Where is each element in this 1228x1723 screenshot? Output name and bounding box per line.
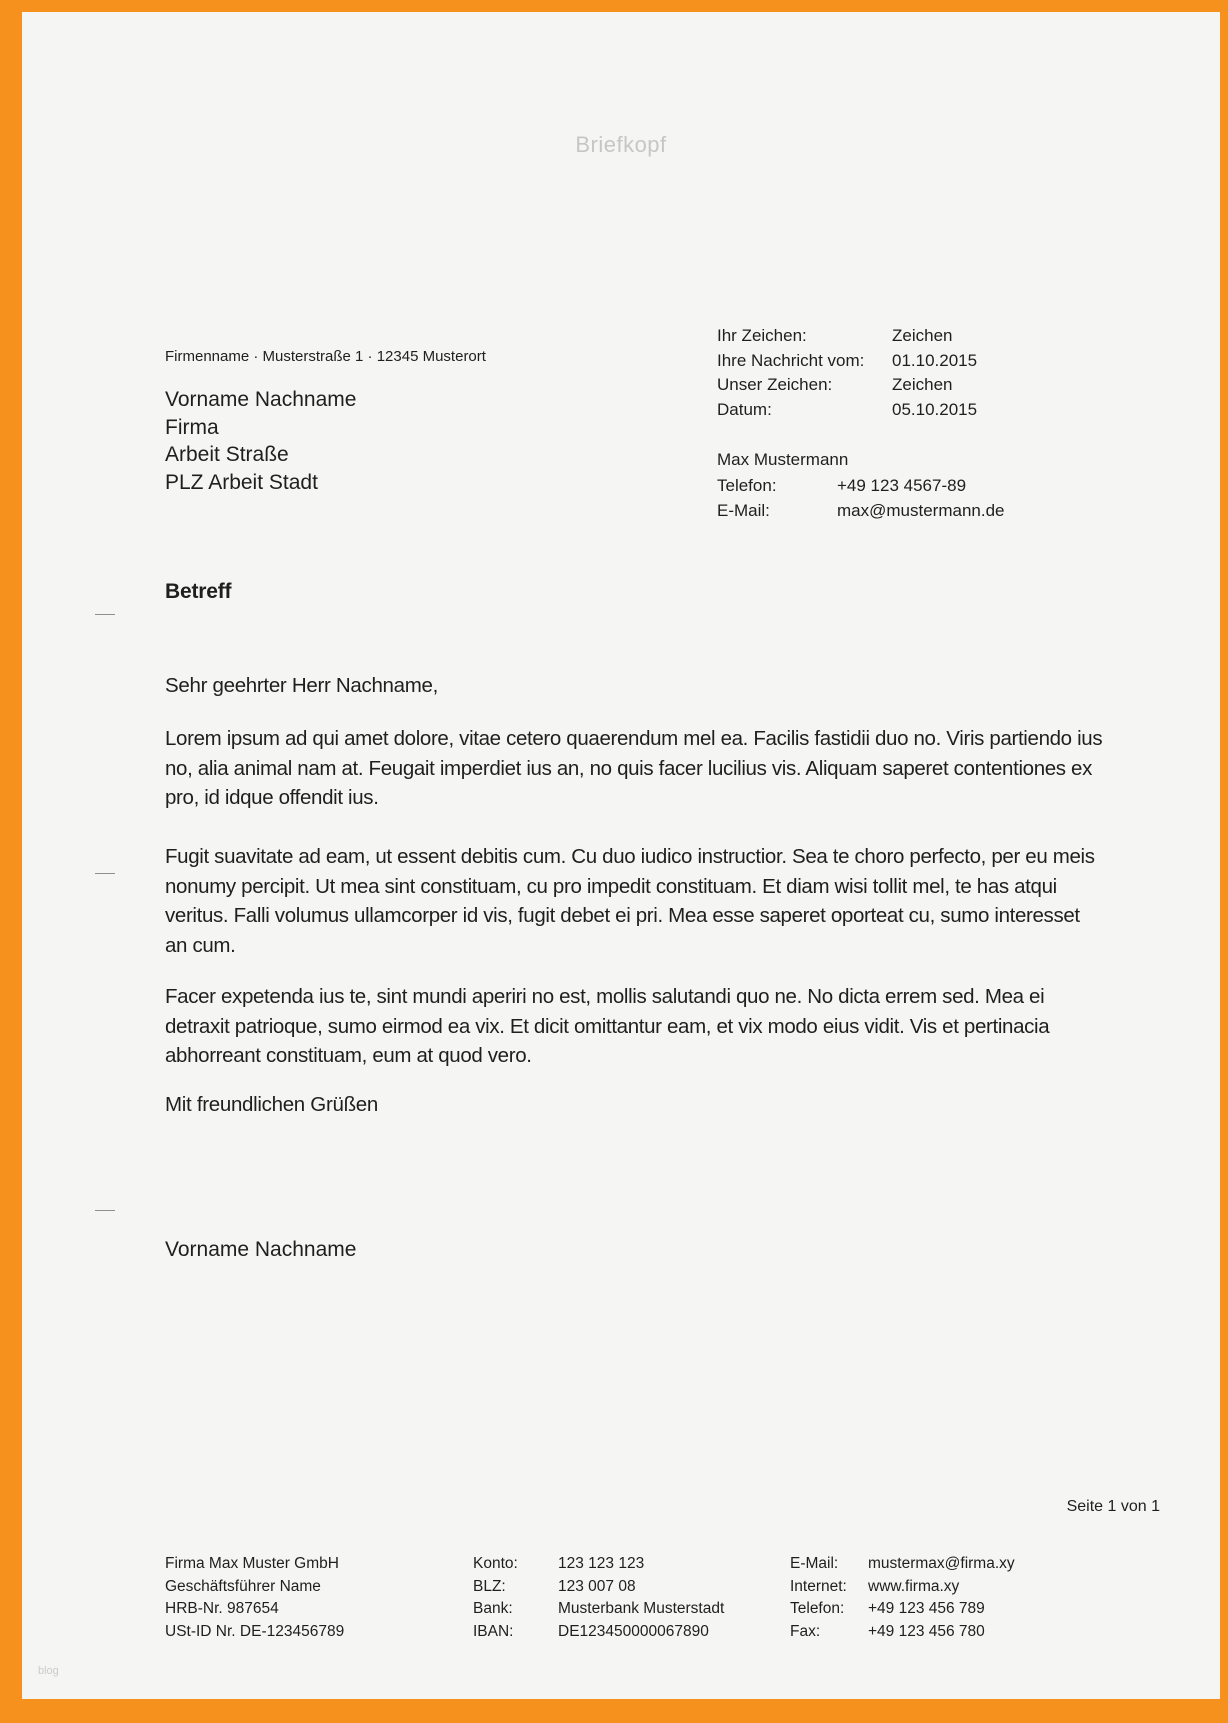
info-value: Zeichen bbox=[892, 326, 953, 345]
footer-company-name: Firma Max Muster GmbH bbox=[165, 1555, 339, 1572]
footer-ust-id: USt-ID Nr. DE-123456789 bbox=[165, 1622, 345, 1640]
footer-label: Internet: bbox=[790, 1577, 847, 1595]
contact-person-block bbox=[717, 447, 1005, 524]
footer-value: DE123450000067890 bbox=[558, 1622, 709, 1640]
footer-value: mustermax@firma.xy bbox=[868, 1555, 1015, 1572]
contact-value: +49 123 4567-89 bbox=[837, 475, 967, 495]
reference-info-block bbox=[717, 324, 977, 422]
info-row-unser-zeichen bbox=[717, 373, 977, 398]
info-row-nachricht-vom bbox=[717, 349, 977, 374]
footer-label: Bank: bbox=[473, 1600, 513, 1617]
signature-name: Vorname Nachname bbox=[165, 1238, 357, 1261]
footer-value: www.firma.xy bbox=[868, 1577, 960, 1595]
footer-row-fax bbox=[790, 1621, 1015, 1644]
footer-value: +49 123 456 780 bbox=[868, 1622, 985, 1640]
contact-row-telefon bbox=[717, 473, 1005, 499]
footer-row-telefon bbox=[790, 1598, 1015, 1621]
footer-label: Telefon: bbox=[790, 1600, 845, 1617]
footer-value: +49 123 456 789 bbox=[868, 1600, 985, 1617]
recipient-address-block bbox=[165, 386, 356, 496]
footer-value: Musterbank Musterstadt bbox=[558, 1600, 725, 1617]
footer-value: 123 123 123 bbox=[558, 1555, 645, 1572]
subject-line: Betreff bbox=[165, 580, 232, 603]
info-value: 05.10.2015 bbox=[892, 399, 978, 419]
sender-return-address-line: Firmenname · Musterstraße 1 · 12345 Musterort bbox=[165, 348, 486, 365]
footer-row-bank bbox=[473, 1598, 724, 1621]
body-paragraph-2: Fugit suavitate ad eam, ut essent debitis cum. Cu duo iudico instructior. Sea te choro perfecto, per eu meis nonumy percipit. Ut mea sint constituam, cu pro impedit constituam. Et diam wisi tollit mel, te has atqui veritus. Falli volumus ullamcorper id vis, fugit debet ei pri. Mea esse saperet oporteat cu, sumo interesset an cum. bbox=[165, 845, 1095, 957]
footer-row-iban bbox=[473, 1621, 724, 1644]
footer-company-column bbox=[165, 1553, 344, 1643]
footer-label: E-Mail: bbox=[790, 1555, 839, 1572]
recipient-name: Vorname Nachname bbox=[165, 388, 357, 411]
recipient-city: PLZ Arbeit Stadt bbox=[165, 470, 318, 494]
footer-row-email bbox=[790, 1553, 1015, 1576]
footer-contact-column bbox=[790, 1553, 1015, 1643]
footer-label: IBAN: bbox=[473, 1622, 514, 1640]
contact-value: max@mustermann.de bbox=[837, 501, 1005, 520]
footer-label: Fax: bbox=[790, 1622, 821, 1640]
footer-label: BLZ: bbox=[473, 1577, 506, 1595]
page-number: Seite 1 von 1 bbox=[1066, 1498, 1160, 1515]
info-label: Ihr Zeichen: bbox=[717, 326, 807, 345]
recipient-company: Firma bbox=[165, 415, 219, 439]
info-label: Ihre Nachricht vom: bbox=[717, 350, 865, 370]
contact-row-email bbox=[717, 498, 1005, 524]
letter-sheet bbox=[22, 12, 1220, 1699]
fold-mark-bottom bbox=[95, 1210, 115, 1211]
closing-phrase: Mit freundlichen Grüßen bbox=[165, 1093, 379, 1116]
recipient-street: Arbeit Straße bbox=[165, 443, 289, 466]
info-label: Datum: bbox=[717, 399, 772, 419]
body-paragraph-1: Lorem ipsum ad qui amet dolore, vitae cetero quaerendum mel ea. Facilis fastidii duo no. Viris partiendo ius no, alia animal nam at. Feugait imperdiet ius an, no quis facer lucilius vis. Aliquam saperet contentiones ex pro, id idque offendit ius. bbox=[165, 727, 1103, 809]
salutation: Sehr geehrter Herr Nachname, bbox=[165, 674, 439, 697]
footer-bank-column bbox=[473, 1553, 724, 1643]
footer-hrb-number: HRB-Nr. 987654 bbox=[165, 1600, 279, 1617]
info-value: 01.10.2015 bbox=[892, 350, 978, 370]
footer-row-konto bbox=[473, 1553, 724, 1576]
footer-value: 123 007 08 bbox=[558, 1577, 636, 1595]
footer-row-blz bbox=[473, 1576, 724, 1599]
body-paragraph-3: Facer expetenda ius te, sint mundi aperiri no est, mollis salutandi quo ne. No dicta errem sed. Mea ei detraxit patrioque, sumo eirmod ea vix. Et dicit omittantur eam, et vix modo eius vidit. Vis et pertinacia abhorreant constituam, eum at quod vero. bbox=[165, 985, 1050, 1067]
contact-person-name: Max Mustermann bbox=[717, 450, 849, 469]
letterhead-placeholder: Briefkopf bbox=[575, 132, 667, 157]
watermark-text: blog bbox=[38, 1665, 59, 1677]
footer-managing-director: Geschäftsführer Name bbox=[165, 1577, 321, 1595]
fold-mark-middle bbox=[95, 873, 115, 874]
fold-mark-top bbox=[95, 614, 115, 615]
contact-label: E-Mail: bbox=[717, 501, 770, 520]
contact-label: Telefon: bbox=[717, 475, 777, 495]
info-row-ihr-zeichen bbox=[717, 324, 977, 349]
info-label: Unser Zeichen: bbox=[717, 375, 833, 394]
info-row-datum bbox=[717, 398, 977, 423]
info-value: Zeichen bbox=[892, 375, 953, 394]
footer-row-internet bbox=[790, 1576, 1015, 1599]
footer-label: Konto: bbox=[473, 1555, 518, 1572]
